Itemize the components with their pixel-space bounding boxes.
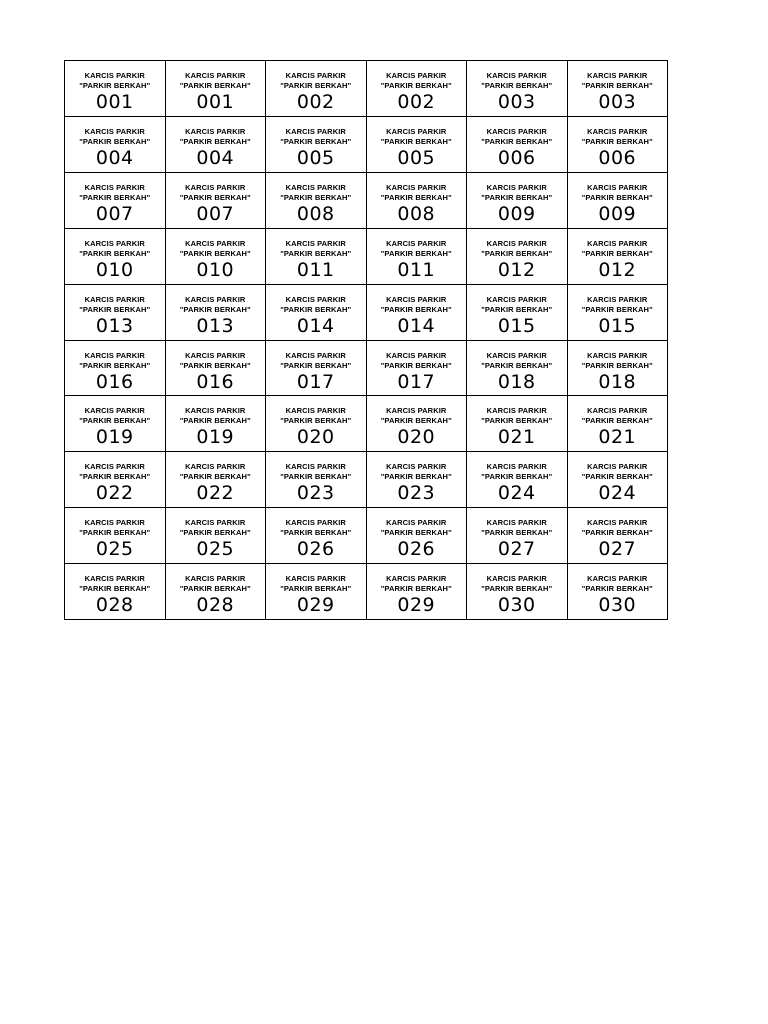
ticket-title: KARCIS PARKIR (386, 406, 447, 416)
ticket-title: KARCIS PARKIR (386, 574, 447, 584)
ticket-number: 018 (497, 370, 536, 393)
ticket-title: KARCIS PARKIR (486, 126, 547, 136)
parking-ticket (568, 508, 669, 564)
ticket-number: 018 (598, 370, 637, 393)
parking-ticket (65, 285, 166, 341)
ticket-business-name: "PARKIR BERKAH" (280, 248, 352, 258)
parking-ticket (266, 173, 367, 229)
ticket-title: KARCIS PARKIR (84, 518, 145, 528)
ticket-title: KARCIS PARKIR (285, 518, 346, 528)
ticket-business-name: "PARKIR BERKAH" (380, 416, 452, 426)
ticket-title: KARCIS PARKIR (587, 71, 648, 80)
parking-ticket (266, 229, 367, 285)
ticket-business-name: "PARKIR BERKAH" (280, 192, 352, 202)
parking-ticket (467, 285, 568, 341)
ticket-title: KARCIS PARKIR (486, 574, 547, 584)
ticket-number: 030 (497, 594, 536, 617)
ticket-business-name: "PARKIR BERKAH" (380, 584, 452, 594)
ticket-title: KARCIS PARKIR (285, 126, 346, 136)
ticket-number: 019 (196, 426, 235, 449)
parking-ticket (568, 117, 669, 173)
ticket-business-name: "PARKIR BERKAH" (179, 584, 251, 594)
parking-ticket (266, 61, 367, 117)
ticket-business-name: "PARKIR BERKAH" (481, 528, 553, 538)
parking-ticket (65, 341, 166, 397)
ticket-business-name: "PARKIR BERKAH" (581, 416, 653, 426)
ticket-title: KARCIS PARKIR (386, 126, 447, 136)
ticket-sheet (64, 60, 668, 620)
ticket-title: KARCIS PARKIR (84, 350, 145, 360)
parking-ticket (467, 508, 568, 564)
ticket-number: 010 (95, 258, 134, 281)
ticket-business-name: "PARKIR BERKAH" (481, 248, 553, 258)
ticket-number: 029 (296, 594, 335, 617)
ticket-business-name: "PARKIR BERKAH" (380, 472, 452, 482)
ticket-number: 026 (296, 538, 335, 561)
parking-ticket (166, 285, 267, 341)
ticket-number: 017 (397, 370, 436, 393)
ticket-title: KARCIS PARKIR (587, 462, 648, 472)
parking-ticket (568, 173, 669, 229)
ticket-number: 016 (95, 370, 134, 393)
ticket-business-name: "PARKIR BERKAH" (280, 360, 352, 370)
ticket-business-name: "PARKIR BERKAH" (280, 416, 352, 426)
parking-ticket (166, 452, 267, 508)
ticket-title: KARCIS PARKIR (185, 406, 246, 416)
ticket-number: 006 (497, 146, 536, 169)
parking-ticket (367, 285, 468, 341)
ticket-business-name: "PARKIR BERKAH" (581, 304, 653, 314)
parking-ticket (467, 396, 568, 452)
ticket-number: 013 (95, 314, 134, 337)
ticket-title: KARCIS PARKIR (486, 294, 547, 304)
parking-ticket (568, 564, 669, 620)
ticket-business-name: "PARKIR BERKAH" (79, 248, 151, 258)
ticket-number: 016 (196, 370, 235, 393)
ticket-number: 007 (196, 202, 235, 225)
ticket-business-name: "PARKIR BERKAH" (380, 360, 452, 370)
ticket-business-name: "PARKIR BERKAH" (380, 528, 452, 538)
parking-ticket (166, 229, 267, 285)
ticket-business-name: "PARKIR BERKAH" (179, 192, 251, 202)
parking-ticket (467, 452, 568, 508)
ticket-title: KARCIS PARKIR (486, 518, 547, 528)
ticket-title: KARCIS PARKIR (185, 71, 246, 80)
ticket-number: 027 (598, 538, 637, 561)
ticket-number: 003 (497, 91, 536, 113)
ticket-title: KARCIS PARKIR (185, 294, 246, 304)
ticket-business-name: "PARKIR BERKAH" (481, 584, 553, 594)
ticket-business-name: "PARKIR BERKAH" (79, 360, 151, 370)
ticket-business-name: "PARKIR BERKAH" (481, 192, 553, 202)
parking-ticket (65, 61, 166, 117)
ticket-number: 012 (497, 258, 536, 281)
ticket-business-name: "PARKIR BERKAH" (581, 584, 653, 594)
ticket-number: 019 (95, 426, 134, 449)
parking-ticket (568, 285, 669, 341)
ticket-number: 027 (497, 538, 536, 561)
ticket-title: KARCIS PARKIR (84, 574, 145, 584)
ticket-business-name: "PARKIR BERKAH" (79, 528, 151, 538)
ticket-business-name: "PARKIR BERKAH" (481, 304, 553, 314)
parking-ticket (266, 341, 367, 397)
ticket-number: 024 (497, 482, 536, 505)
parking-ticket (166, 508, 267, 564)
ticket-business-name: "PARKIR BERKAH" (179, 304, 251, 314)
parking-ticket (367, 564, 468, 620)
ticket-title: KARCIS PARKIR (587, 350, 648, 360)
ticket-business-name: "PARKIR BERKAH" (280, 472, 352, 482)
parking-ticket (65, 173, 166, 229)
ticket-business-name: "PARKIR BERKAH" (179, 248, 251, 258)
ticket-number: 001 (95, 91, 134, 113)
ticket-number: 021 (598, 426, 637, 449)
ticket-business-name: "PARKIR BERKAH" (380, 81, 452, 90)
parking-ticket (65, 396, 166, 452)
ticket-number: 007 (95, 202, 134, 225)
ticket-number: 025 (95, 538, 134, 561)
ticket-title: KARCIS PARKIR (84, 462, 145, 472)
ticket-business-name: "PARKIR BERKAH" (280, 528, 352, 538)
ticket-business-name: "PARKIR BERKAH" (380, 248, 452, 258)
ticket-number: 001 (196, 91, 235, 113)
ticket-business-name: "PARKIR BERKAH" (380, 136, 452, 146)
ticket-business-name: "PARKIR BERKAH" (481, 416, 553, 426)
ticket-title: KARCIS PARKIR (486, 182, 547, 192)
ticket-title: KARCIS PARKIR (84, 182, 145, 192)
ticket-number: 028 (95, 594, 134, 617)
ticket-title: KARCIS PARKIR (486, 238, 547, 248)
ticket-title: KARCIS PARKIR (587, 182, 648, 192)
ticket-business-name: "PARKIR BERKAH" (581, 81, 653, 90)
ticket-title: KARCIS PARKIR (84, 294, 145, 304)
ticket-business-name: "PARKIR BERKAH" (581, 472, 653, 482)
ticket-number: 014 (296, 314, 335, 337)
ticket-number: 015 (497, 314, 536, 337)
ticket-title: KARCIS PARKIR (285, 182, 346, 192)
ticket-number: 030 (598, 594, 637, 617)
parking-ticket (367, 396, 468, 452)
ticket-title: KARCIS PARKIR (587, 406, 648, 416)
parking-ticket (166, 61, 267, 117)
ticket-number: 028 (196, 594, 235, 617)
ticket-title: KARCIS PARKIR (486, 462, 547, 472)
ticket-number: 009 (497, 202, 536, 225)
ticket-number: 011 (397, 258, 436, 281)
ticket-title: KARCIS PARKIR (486, 71, 547, 80)
ticket-title: KARCIS PARKIR (185, 518, 246, 528)
parking-ticket (568, 341, 669, 397)
ticket-number: 022 (95, 482, 134, 505)
ticket-title: KARCIS PARKIR (386, 294, 447, 304)
ticket-business-name: "PARKIR BERKAH" (280, 136, 352, 146)
ticket-business-name: "PARKIR BERKAH" (280, 584, 352, 594)
ticket-number: 004 (196, 146, 235, 169)
ticket-business-name: "PARKIR BERKAH" (179, 81, 251, 90)
ticket-business-name: "PARKIR BERKAH" (179, 528, 251, 538)
ticket-number: 025 (196, 538, 235, 561)
ticket-title: KARCIS PARKIR (386, 238, 447, 248)
ticket-title: KARCIS PARKIR (285, 238, 346, 248)
ticket-business-name: "PARKIR BERKAH" (380, 304, 452, 314)
ticket-title: KARCIS PARKIR (587, 574, 648, 584)
ticket-business-name: "PARKIR BERKAH" (79, 416, 151, 426)
parking-ticket (65, 452, 166, 508)
parking-ticket (266, 508, 367, 564)
ticket-title: KARCIS PARKIR (386, 182, 447, 192)
ticket-title: KARCIS PARKIR (84, 238, 145, 248)
ticket-business-name: "PARKIR BERKAH" (581, 360, 653, 370)
ticket-business-name: "PARKIR BERKAH" (79, 192, 151, 202)
parking-ticket (266, 117, 367, 173)
parking-ticket (367, 173, 468, 229)
parking-ticket (367, 341, 468, 397)
parking-ticket (166, 173, 267, 229)
parking-ticket (467, 229, 568, 285)
ticket-number: 014 (397, 314, 436, 337)
ticket-number: 005 (397, 146, 436, 169)
parking-ticket (65, 229, 166, 285)
ticket-business-name: "PARKIR BERKAH" (581, 248, 653, 258)
ticket-business-name: "PARKIR BERKAH" (280, 81, 352, 90)
parking-ticket (266, 285, 367, 341)
ticket-number: 023 (296, 482, 335, 505)
ticket-title: KARCIS PARKIR (587, 294, 648, 304)
ticket-business-name: "PARKIR BERKAH" (581, 528, 653, 538)
parking-ticket (367, 508, 468, 564)
parking-ticket (367, 61, 468, 117)
ticket-title: KARCIS PARKIR (285, 71, 346, 80)
ticket-number: 011 (296, 258, 335, 281)
parking-ticket (166, 396, 267, 452)
ticket-number: 023 (397, 482, 436, 505)
ticket-business-name: "PARKIR BERKAH" (280, 304, 352, 314)
ticket-title: KARCIS PARKIR (185, 574, 246, 584)
ticket-number: 008 (397, 202, 436, 225)
ticket-title: KARCIS PARKIR (185, 126, 246, 136)
ticket-number: 015 (598, 314, 637, 337)
parking-ticket (166, 341, 267, 397)
parking-ticket (568, 61, 669, 117)
parking-ticket (467, 61, 568, 117)
parking-ticket (467, 173, 568, 229)
ticket-business-name: "PARKIR BERKAH" (179, 472, 251, 482)
ticket-title: KARCIS PARKIR (486, 350, 547, 360)
ticket-business-name: "PARKIR BERKAH" (380, 192, 452, 202)
parking-ticket (65, 564, 166, 620)
parking-ticket (467, 117, 568, 173)
ticket-title: KARCIS PARKIR (185, 238, 246, 248)
ticket-business-name: "PARKIR BERKAH" (481, 472, 553, 482)
ticket-number: 004 (95, 146, 134, 169)
ticket-business-name: "PARKIR BERKAH" (581, 136, 653, 146)
ticket-number: 013 (196, 314, 235, 337)
parking-ticket (166, 117, 267, 173)
ticket-title: KARCIS PARKIR (587, 126, 648, 136)
ticket-number: 006 (598, 146, 637, 169)
parking-ticket (266, 396, 367, 452)
ticket-number: 022 (196, 482, 235, 505)
ticket-title: KARCIS PARKIR (285, 574, 346, 584)
parking-ticket (568, 396, 669, 452)
ticket-title: KARCIS PARKIR (386, 71, 447, 80)
ticket-business-name: "PARKIR BERKAH" (179, 136, 251, 146)
ticket-business-name: "PARKIR BERKAH" (481, 136, 553, 146)
ticket-number: 002 (397, 91, 436, 113)
ticket-number: 021 (497, 426, 536, 449)
ticket-title: KARCIS PARKIR (386, 462, 447, 472)
ticket-number: 005 (296, 146, 335, 169)
ticket-business-name: "PARKIR BERKAH" (581, 192, 653, 202)
ticket-number: 029 (397, 594, 436, 617)
ticket-title: KARCIS PARKIR (84, 126, 145, 136)
ticket-title: KARCIS PARKIR (285, 406, 346, 416)
ticket-number: 026 (397, 538, 436, 561)
ticket-business-name: "PARKIR BERKAH" (179, 360, 251, 370)
ticket-number: 020 (397, 426, 436, 449)
ticket-business-name: "PARKIR BERKAH" (179, 416, 251, 426)
ticket-business-name: "PARKIR BERKAH" (79, 81, 151, 90)
ticket-title: KARCIS PARKIR (587, 238, 648, 248)
ticket-title: KARCIS PARKIR (285, 350, 346, 360)
ticket-title: KARCIS PARKIR (587, 518, 648, 528)
ticket-title: KARCIS PARKIR (185, 182, 246, 192)
parking-ticket (65, 117, 166, 173)
parking-ticket (568, 229, 669, 285)
ticket-number: 012 (598, 258, 637, 281)
ticket-number: 024 (598, 482, 637, 505)
ticket-title: KARCIS PARKIR (386, 518, 447, 528)
ticket-business-name: "PARKIR BERKAH" (79, 136, 151, 146)
ticket-title: KARCIS PARKIR (486, 406, 547, 416)
parking-ticket (65, 508, 166, 564)
ticket-title: KARCIS PARKIR (84, 406, 145, 416)
ticket-business-name: "PARKIR BERKAH" (79, 472, 151, 482)
parking-ticket (367, 229, 468, 285)
ticket-title: KARCIS PARKIR (285, 294, 346, 304)
ticket-number: 010 (196, 258, 235, 281)
parking-ticket (367, 452, 468, 508)
parking-ticket (266, 564, 367, 620)
ticket-number: 002 (296, 91, 335, 113)
ticket-number: 008 (296, 202, 335, 225)
ticket-business-name: "PARKIR BERKAH" (481, 81, 553, 90)
ticket-business-name: "PARKIR BERKAH" (79, 304, 151, 314)
ticket-business-name: "PARKIR BERKAH" (481, 360, 553, 370)
ticket-title: KARCIS PARKIR (285, 462, 346, 472)
ticket-number: 020 (296, 426, 335, 449)
parking-ticket (367, 117, 468, 173)
ticket-number: 009 (598, 202, 637, 225)
ticket-title: KARCIS PARKIR (386, 350, 447, 360)
ticket-number: 017 (296, 370, 335, 393)
parking-ticket (166, 564, 267, 620)
parking-ticket (467, 564, 568, 620)
parking-ticket (266, 452, 367, 508)
ticket-number: 003 (598, 91, 637, 113)
ticket-business-name: "PARKIR BERKAH" (79, 584, 151, 594)
ticket-title: KARCIS PARKIR (185, 462, 246, 472)
ticket-title: KARCIS PARKIR (185, 350, 246, 360)
parking-ticket (467, 341, 568, 397)
parking-ticket (568, 452, 669, 508)
ticket-title: KARCIS PARKIR (84, 71, 145, 80)
